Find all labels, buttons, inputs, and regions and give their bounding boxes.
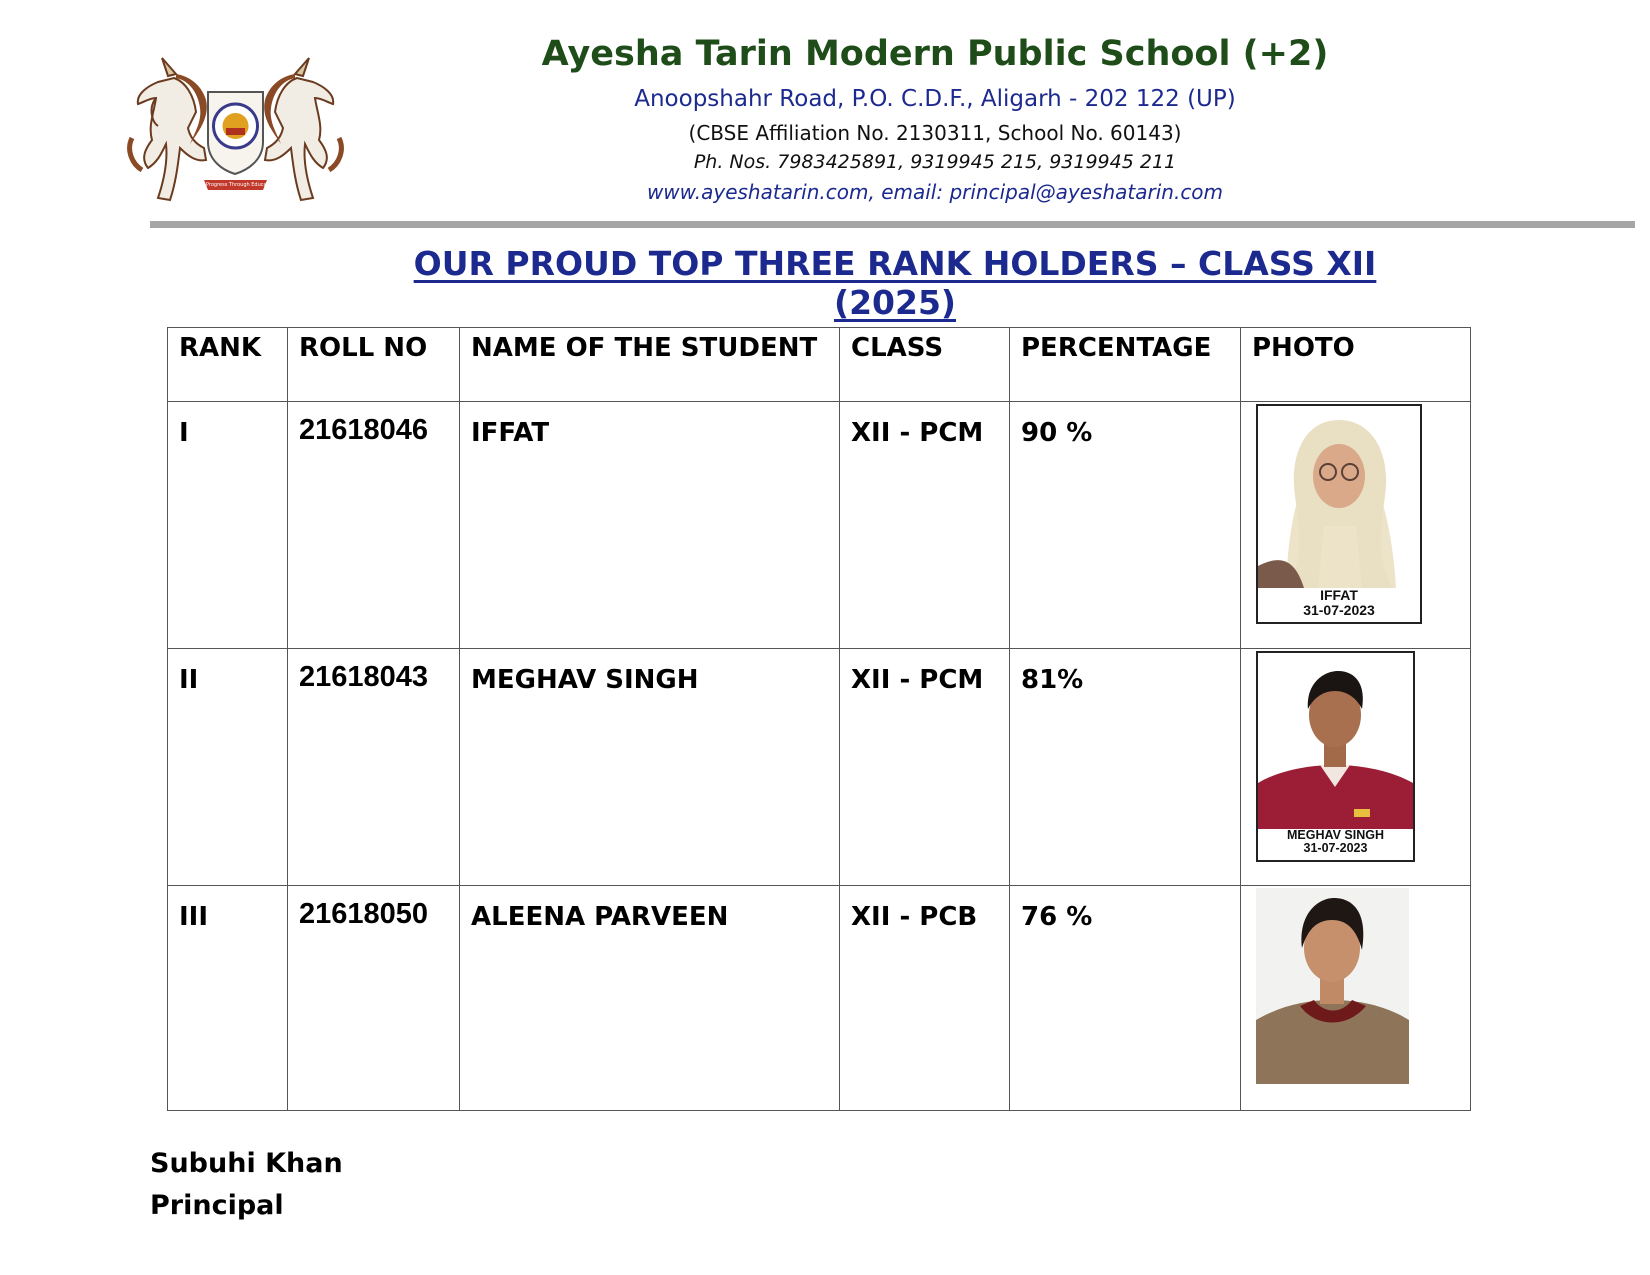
photo-caption-name: MEGHAV SINGH [1287,828,1384,842]
rank-cell: III [179,902,209,932]
student-photo [1256,888,1409,1084]
photo-caption-date: 31-07-2023 [1303,841,1368,856]
photo-caption-name: IFFAT [1320,587,1358,603]
student-name-cell: MEGHAV SINGH [471,665,699,695]
student-name-cell: ALEENA PARVEEN [471,902,729,932]
percentage-cell: 81% [1021,665,1084,695]
class-cell: XII - PCB [851,902,978,932]
signatory-name: Subuhi Khan [150,1148,343,1179]
header-class: CLASS [840,328,1010,402]
page-title: OUR PROUD TOP THREE RANK HOLDERS – CLASS XII (2025) [413,244,1377,322]
student-photo [1256,404,1422,624]
table-row [168,402,1471,649]
roll-no-cell: 21618043 [299,661,429,693]
roll-no-cell: 21618050 [299,898,429,930]
school-logo [118,52,353,212]
student-name-cell: IFFAT [471,418,550,448]
website-email: www.ayeshatarin.com, email: principal@ayeshatarin.com [646,180,1224,204]
percentage-cell: 90 % [1021,418,1093,448]
signatory-designation: Principal [150,1190,284,1221]
header-roll-no: ROLL NO [288,328,460,402]
student-portrait-icon [1256,888,1409,1084]
percentage-cell: 76 % [1021,902,1093,932]
school-address: Anoopshahr Road, P.O. C.D.F., Aligarh - 202 122 (UP) [634,86,1236,112]
affiliation-info: (CBSE Affiliation No. 2130311, School No. 60143) [688,121,1182,145]
photo-caption-date: 31-07-2023 [1303,601,1375,618]
rank-holders-table [167,327,1471,1111]
header-student-name: NAME OF THE STUDENT [460,328,840,402]
student-portrait-icon [1258,653,1413,829]
table-row [168,886,1471,1111]
rank-cell: I [179,418,189,448]
class-cell: XII - PCM [851,665,984,695]
class-cell: XII - PCM [851,418,984,448]
student-photo [1256,651,1415,862]
school-name: Ayesha Tarin Modern Public School (+2) [541,34,1329,74]
roll-no-cell: 21618046 [299,414,429,446]
header-photo: PHOTO [1241,328,1471,402]
table-row [168,649,1471,886]
phone-numbers: Ph. Nos. 7983425891, 9319945 215, 9319945 211 [693,151,1177,173]
header-rank: RANK [168,328,288,402]
header-percentage: PERCENTAGE [1010,328,1241,402]
logo-motto: Progress Through Education [206,182,277,188]
rank-cell: II [179,665,199,695]
student-portrait-icon [1258,406,1420,588]
table-header-row [168,328,1471,402]
header-divider [150,221,1635,228]
